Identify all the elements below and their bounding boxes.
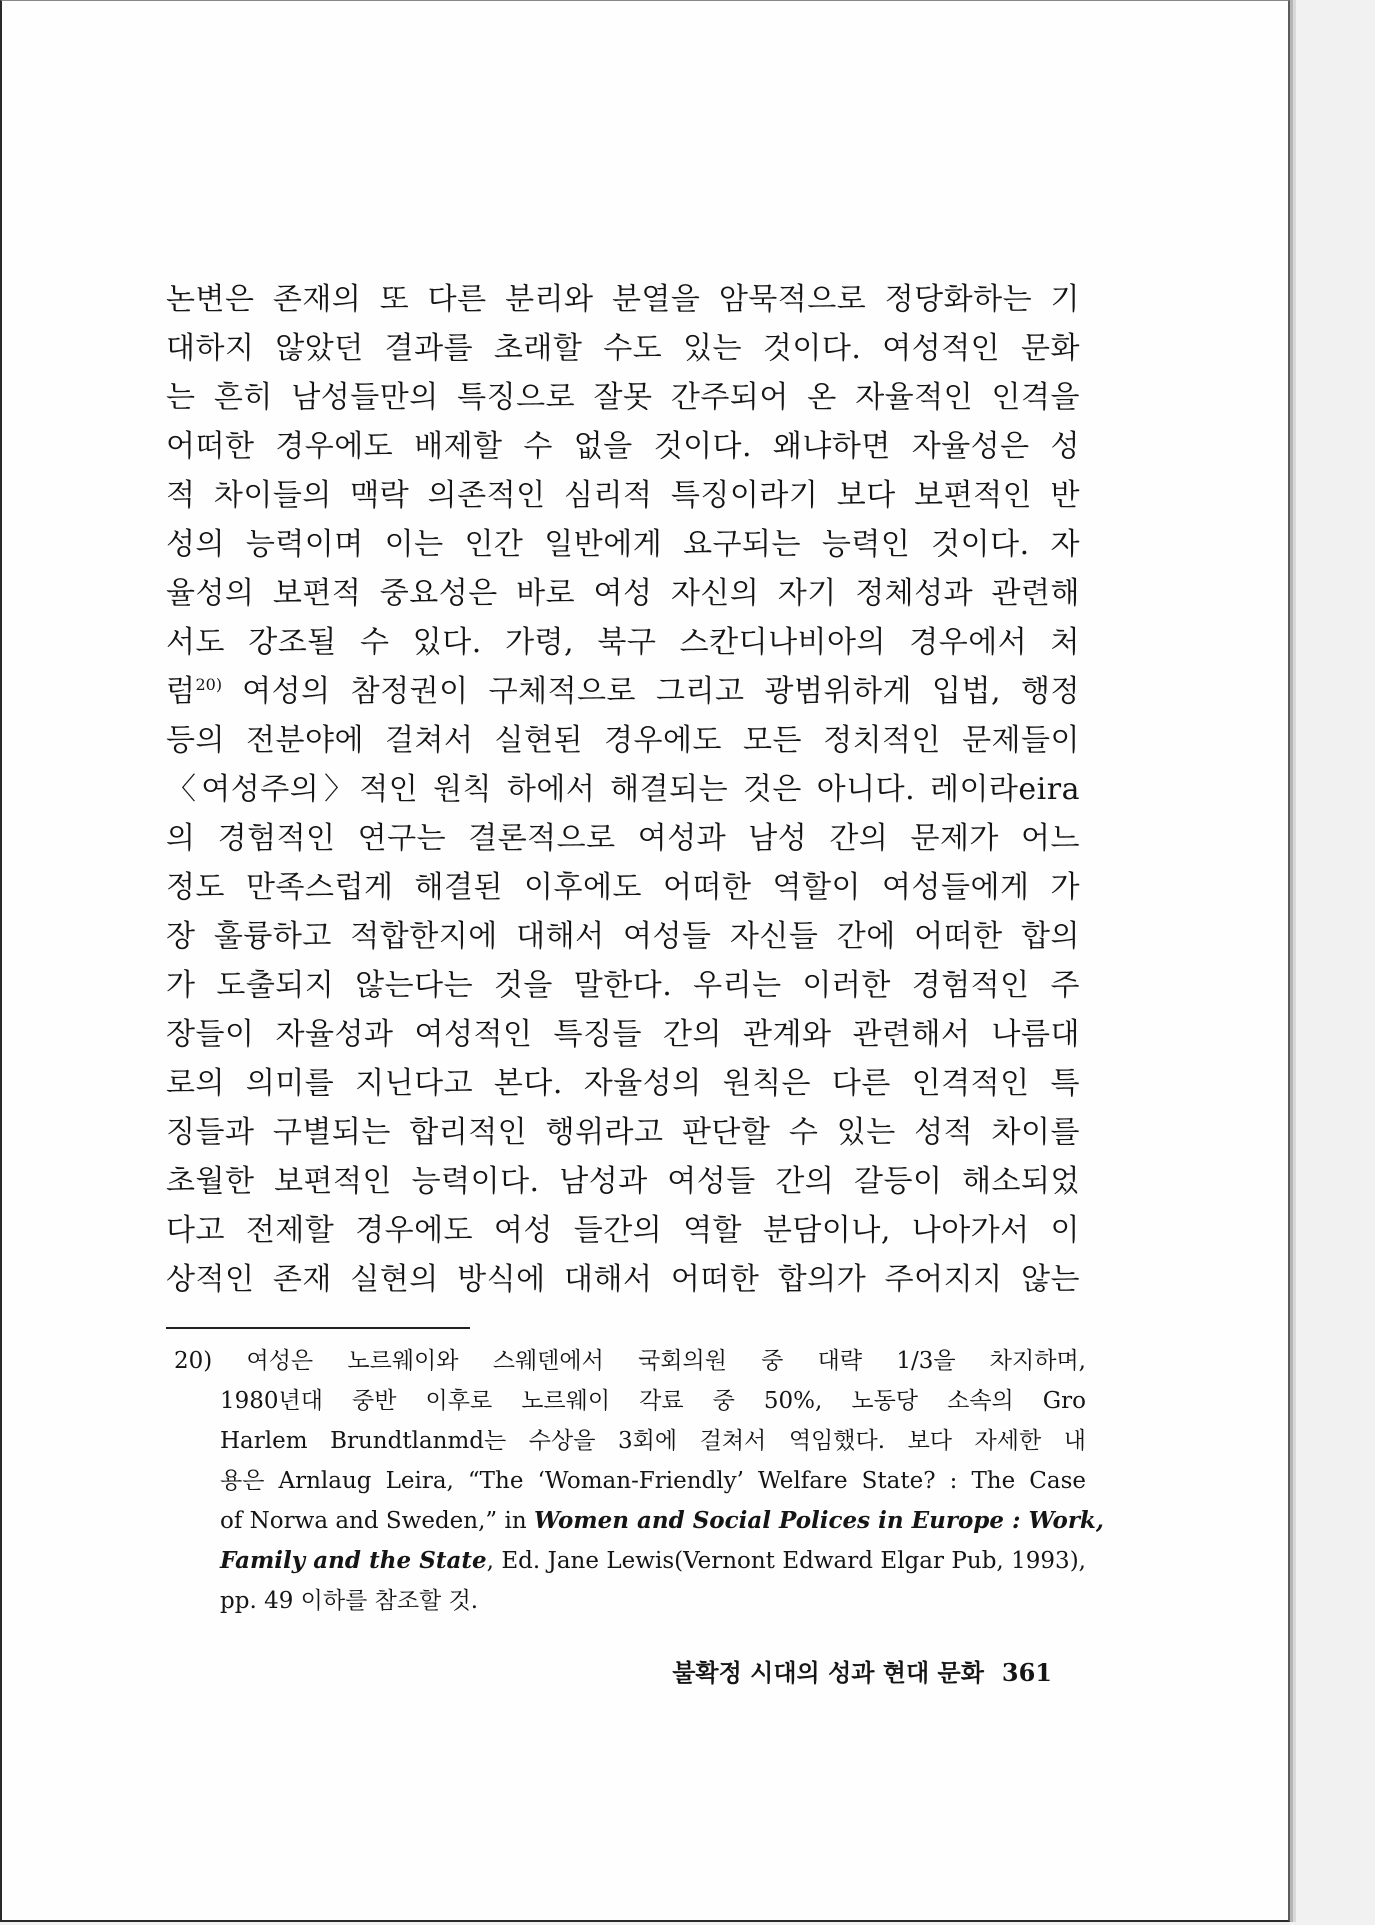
footnote-line: Harlem Brundtlanmd는 수상을 3회에 걸쳐서 역임했다. 보다 자세한 내: [220, 1428, 1086, 1454]
footnote-line: [174, 1501, 1104, 1541]
body-text: [166, 275, 1080, 1304]
body-line: 서도 강조될 수 있다. 가령, 북구 스칸디나비아의 경우에서 처: [166, 625, 1080, 660]
body-line-rest: 여성의 참정권이 구체적으로 그리고 광범위하게 입법, 행정: [242, 674, 1080, 709]
body-line: 대하지 않았던 결과를 초래할 수도 있는 것이다. 여성적인 문화: [166, 331, 1080, 366]
body-line-with-footnote-ref: [166, 667, 1080, 716]
body-line: 적 차이들의 맥락 의존적인 심리적 특징이라기 보다 보편적인 반: [166, 478, 1080, 513]
body-line: 어떠한 경우에도 배제할 수 없을 것이다. 왜냐하면 자율성은 성: [166, 429, 1080, 464]
page-number: 361: [1001, 1658, 1052, 1687]
body-line: 〈여성주의〉적인 원칙 하에서 해결되는 것은 아니다. 레이라eira: [166, 772, 1080, 807]
book-title: Family and the State: [220, 1547, 487, 1574]
body-line: 등의 전분야에 걸쳐서 실현된 경우에도 모든 정치적인 문제들이: [166, 723, 1080, 758]
footnote-line: 용은 Arnlaug Leira, “The ‘Woman-Friendly’ Welfare State? : The Case: [220, 1468, 1086, 1494]
running-title: 불확정 시대의 성과 현대 문화: [672, 1658, 984, 1687]
body-line: 논변은 존재의 또 다른 분리와 분열을 암묵적으로 정당화하는 기: [166, 282, 1080, 317]
footnote-text: of Norwa and Sweden,” in: [220, 1508, 534, 1534]
body-line: 초월한 보편적인 능력이다. 남성과 여성들 간의 갈등이 해소되었: [166, 1164, 1080, 1199]
body-line: 장들이 자율성과 여성적인 특징들 간의 관계와 관련해서 나름대: [166, 1017, 1080, 1052]
footnote-line: [174, 1341, 1086, 1381]
footnote-divider: [166, 1327, 470, 1329]
footnote-line: 1980년대 중반 이후로 노르웨이 각료 중 50%, 노동당 소속의 Gro: [220, 1388, 1086, 1414]
body-line-prefix: 럼: [166, 674, 196, 709]
body-line: 율성의 보편적 중요성은 바로 여성 자신의 자기 정체성과 관련해: [166, 576, 1080, 611]
body-line: 장 훌륭하고 적합한지에 대해서 여성들 자신들 간에 어떠한 합의: [166, 919, 1080, 954]
book-title: Women and Social Polices in Europe : Work,: [533, 1507, 1104, 1534]
footnote-text: , Ed. Jane Lewis(Vernont Edward Elgar Pub, 1993),: [486, 1548, 1086, 1574]
running-footer: [622, 1653, 1052, 1693]
body-line: 가 도출되지 않는다는 것을 말한다. 우리는 이러한 경험적인 주: [166, 968, 1080, 1003]
body-line: 성의 능력이며 이는 인간 일반에게 요구되는 능력인 것이다. 자: [166, 527, 1080, 562]
body-line: 다고 전제할 경우에도 여성 들간의 역할 분담이나, 나아가서 이: [166, 1213, 1080, 1248]
body-line: 는 흔히 남성들만의 특징으로 잘못 간주되어 온 자율적인 인격을: [166, 380, 1080, 415]
footnote-reference[interactable]: 20): [195, 675, 223, 694]
footnote: [174, 1341, 1104, 1621]
body-line: 의 경험적인 연구는 결론적으로 여성과 남성 간의 문제가 어느: [166, 821, 1080, 856]
footnote-line: pp. 49 이하를 참조할 것.: [220, 1588, 479, 1614]
footnote-text: 여성은 노르웨이와 스웨덴에서 국회의원 중 대략 1/3을 차지하며,: [246, 1348, 1086, 1374]
footnote-number: 20): [174, 1348, 213, 1374]
body-line: 정도 만족스럽게 해결된 이후에도 어떠한 역할이 여성들에게 가: [166, 870, 1080, 905]
body-line: 상적인 존재 실현의 방식에 대해서 어떠한 합의가 주어지지 않는: [166, 1262, 1080, 1297]
body-line: 징들과 구별되는 합리적인 행위라고 판단할 수 있는 성적 차이를: [166, 1115, 1080, 1150]
footnote-line: [174, 1541, 1086, 1581]
body-line: 로의 의미를 지닌다고 본다. 자율성의 원칙은 다른 인격적인 특: [166, 1066, 1080, 1101]
